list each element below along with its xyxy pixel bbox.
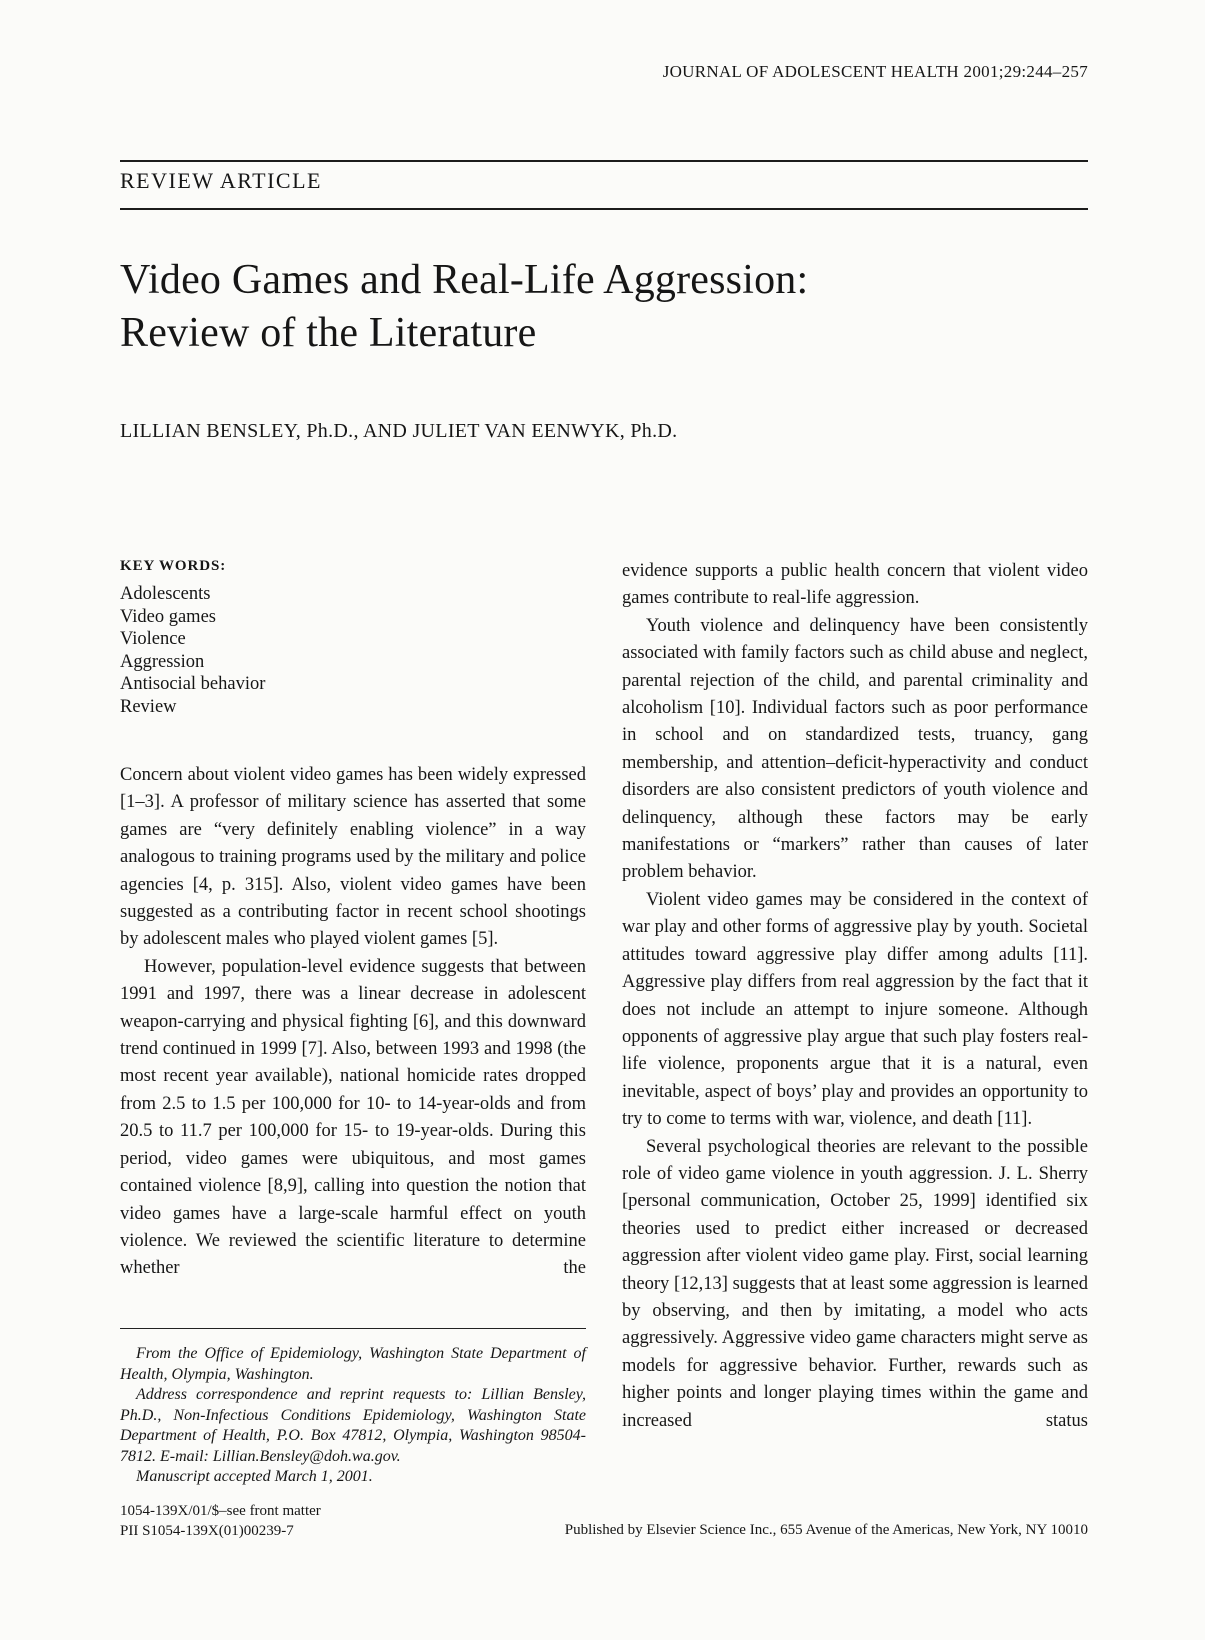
journal-header: JOURNAL OF ADOLESCENT HEALTH 2001;29:244–257: [662, 62, 1088, 81]
section-label: REVIEW ARTICLE: [120, 168, 322, 193]
left-column-body: [120, 762, 586, 1283]
keyword-item: Review: [120, 696, 177, 717]
footnote-item: From the Office of Epidemiology, Washington State Department of Health, Olympia, Washington.: [120, 1345, 586, 1383]
body-paragraph: Several psychological theories are relevant to the possible role of video game violence in youth aggression. J. L. Sherry [personal communication, October 25, 1999] identified six theories used to predict either increased or decreased aggression after violent video game play. First, social learning theory [12,13] suggests that at least some aggression is learned by observing, and then by imitating, a model who acts aggressively. Aggressive video game characters might serve as models for aggressive behavior. Further, rewards such as higher points and longer playing times within the game and increased status: [622, 1136, 1088, 1431]
keyword-item: Violence: [120, 629, 186, 649]
issn-line: 1054-139X/01/$–see front matter: [120, 1503, 321, 1519]
keywords-label: KEY WORDS:: [120, 558, 227, 574]
top-rule: [120, 160, 1088, 162]
keyword-item: Adolescents: [120, 584, 211, 604]
footnote-item: Manuscript accepted March 1, 2001.: [136, 1468, 373, 1485]
footnote-block: [120, 1328, 586, 1488]
footnote-divider: [120, 1328, 586, 1329]
article-title-line-2: Review of the Literature: [120, 310, 537, 356]
article-title-line-1: Video Games and Real-Life Aggression:: [120, 257, 809, 303]
keyword-item: Aggression: [120, 651, 205, 672]
pii-line: PII S1054-139X(01)00239-7: [120, 1522, 294, 1539]
keyword-item: Antisocial behavior: [120, 674, 266, 694]
section-rule: [120, 208, 1088, 210]
keywords-block: [120, 558, 586, 718]
body-paragraph: evidence supports a public health concern that violent video games contribute to real-life aggression.: [622, 561, 1088, 609]
body-paragraph: However, population-level evidence suggests that between 1991 and 1997, there was a linear decrease in adolescent weapon-carrying and physical fighting [6], and this downward trend continued in 1999 [7]. Also, between 1993 and 1998 (the most recent year available), national homicide rates dropped from 2.5 to 1.5 per 100,000 for 10- to 14-year-olds and from 20.5 to 11.7 per 100,000 for 15- to 19-year-olds. During this period, video games were ubiquitous, and most games contained violence [8,9], calling into question the notion that video games have a large-scale harmful effect on youth violence. We reviewed the scientific literature to determine whether the: [120, 956, 586, 1279]
authors-line: LILLIAN BENSLEY, Ph.D., AND JULIET VAN EENWYK, Ph.D.: [120, 420, 678, 442]
body-paragraph: Concern about violent video games has been widely expressed [1–3]. A professor of military science has asserted that some games are “very definitely enabling violence” in a way analogous to training programs used by the military and police agencies [4, p. 315]. Also, violent video games have been suggested as a contributing factor in recent school shootings by adolescent males who played violent games [5].: [120, 765, 586, 950]
body-paragraph: Violent video games may be considered in the context of war play and other forms of aggressive play by youth. Societal attitudes toward aggressive play differ among adults [11]. Aggressive play differs from real aggression by the fact that it does not include an attempt to injure someone. Although opponents of aggressive play argue that such play fosters real-life violence, proponents argue that it is a natural, even inevitable, aspect of boys’ play and provides an opportunity to try to come to terms with war, violence, and death [11].: [622, 889, 1088, 1130]
right-column: [622, 558, 1088, 1435]
footnote-item: Address correspondence and reprint requests to: Lillian Bensley, Ph.D., Non-Infectious Conditions Epidemiology, Washington State Department of Health, P.O. Box 47812, Olympia, Washington 98504-7812. E-mail: Lillian.Bensley@doh.wa.gov.: [120, 1386, 586, 1465]
body-paragraph: Youth violence and delinquency have been consistently associated with family factors such as child abuse and neglect, parental rejection of the child, and parental criminality and alcoholism [10]. Individual factors such as poor performance in school and on standardized tests, truancy, gang membership, and attention–deficit-hyperactivity and conduct disorders are also consistent predictors of youth violence and delinquency, although these factors may be early manifestations or “markers” rather than causes of later problem behavior.: [622, 615, 1088, 883]
left-column: [120, 558, 586, 1283]
keyword-item: Video games: [120, 606, 216, 627]
article-title: [120, 254, 808, 360]
publisher-line: Published by Elsevier Science Inc., 655 Avenue of the Americas, New York, NY 10010: [564, 1522, 1088, 1538]
